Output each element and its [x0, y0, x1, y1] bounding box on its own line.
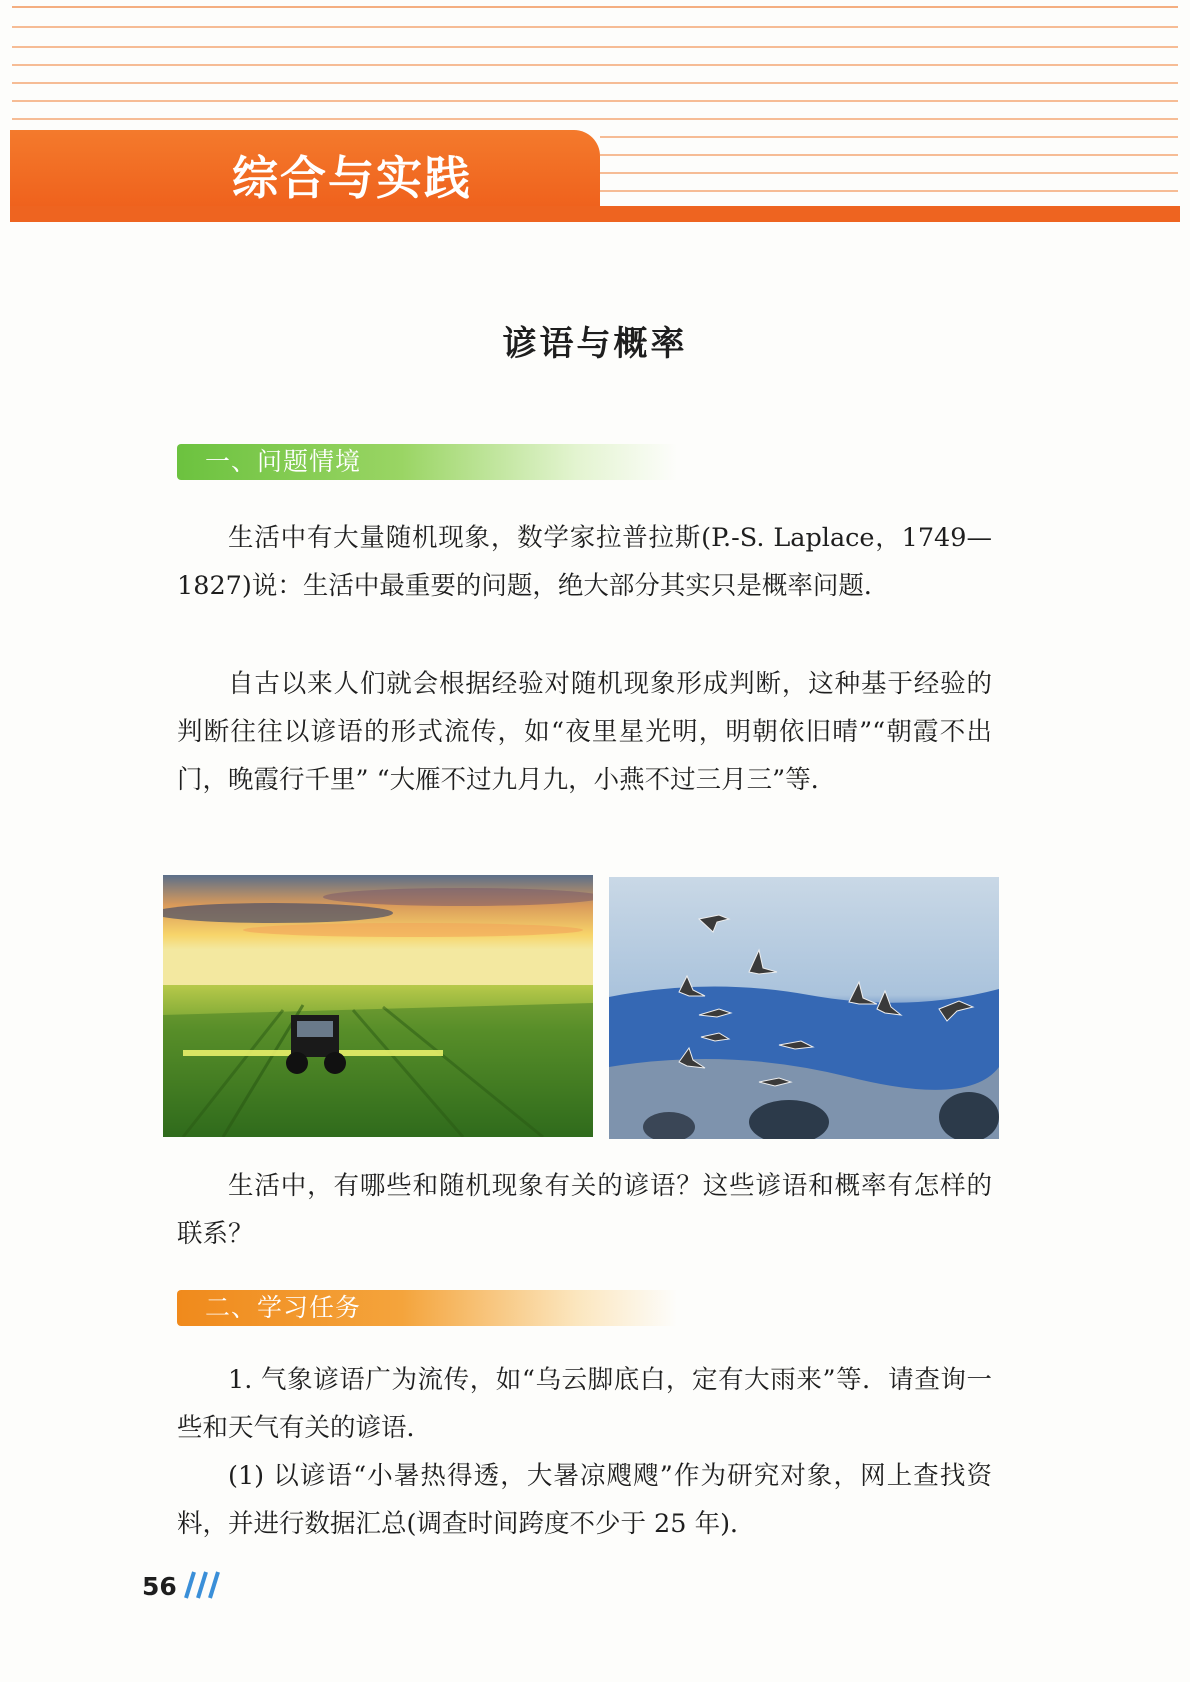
section-heading-label: 二、学习任务: [205, 1293, 362, 1322]
flying-geese-photo: [609, 877, 999, 1139]
task-1-paragraph: 1. 气象谚语广为流传，如“乌云脚底白，定有大雨来”等．请查询一些和天气有关的谚语．: [177, 1365, 992, 1443]
section-heading-label: 一、问题情境: [205, 447, 362, 476]
paragraph-question: 生活中，有哪些和随机现象有关的谚语？这些谚语和概率有怎样的联系？: [177, 1171, 992, 1249]
page-number: 56: [142, 1572, 177, 1601]
chapter-title: 综合与实践: [232, 151, 472, 205]
page-slashes-icon: [176, 1566, 222, 1602]
chapter-banner-bar: [10, 206, 1180, 222]
tractor-field-sunset-photo: [163, 875, 593, 1137]
section-heading-problem-context: [177, 444, 677, 480]
section-heading-learning-tasks: [177, 1290, 677, 1326]
paragraph-proverbs: 自古以来人们就会根据经验对随机现象形成判断，这种基于经验的判断往往以谚语的形式流传，如“夜里星光明，明朝依旧晴”“朝霞不出门，晚霞行千里” “大雁不过九月九，小燕不过三月三”等．: [177, 669, 992, 795]
task-1-subitem-1: (1) 以谚语“小暑热得透，大暑凉飕飕”作为研究对象，网上查找资料，并进行数据汇总(调查时间跨度不少于 25 年)．: [177, 1461, 992, 1539]
page-title: 谚语与概率: [502, 324, 688, 364]
paragraph-laplace: 生活中有大量随机现象，数学家拉普拉斯(P.-S. Laplace，1749—1827)说：生活中最重要的问题，绝大部分其实只是概率问题．: [177, 523, 992, 601]
